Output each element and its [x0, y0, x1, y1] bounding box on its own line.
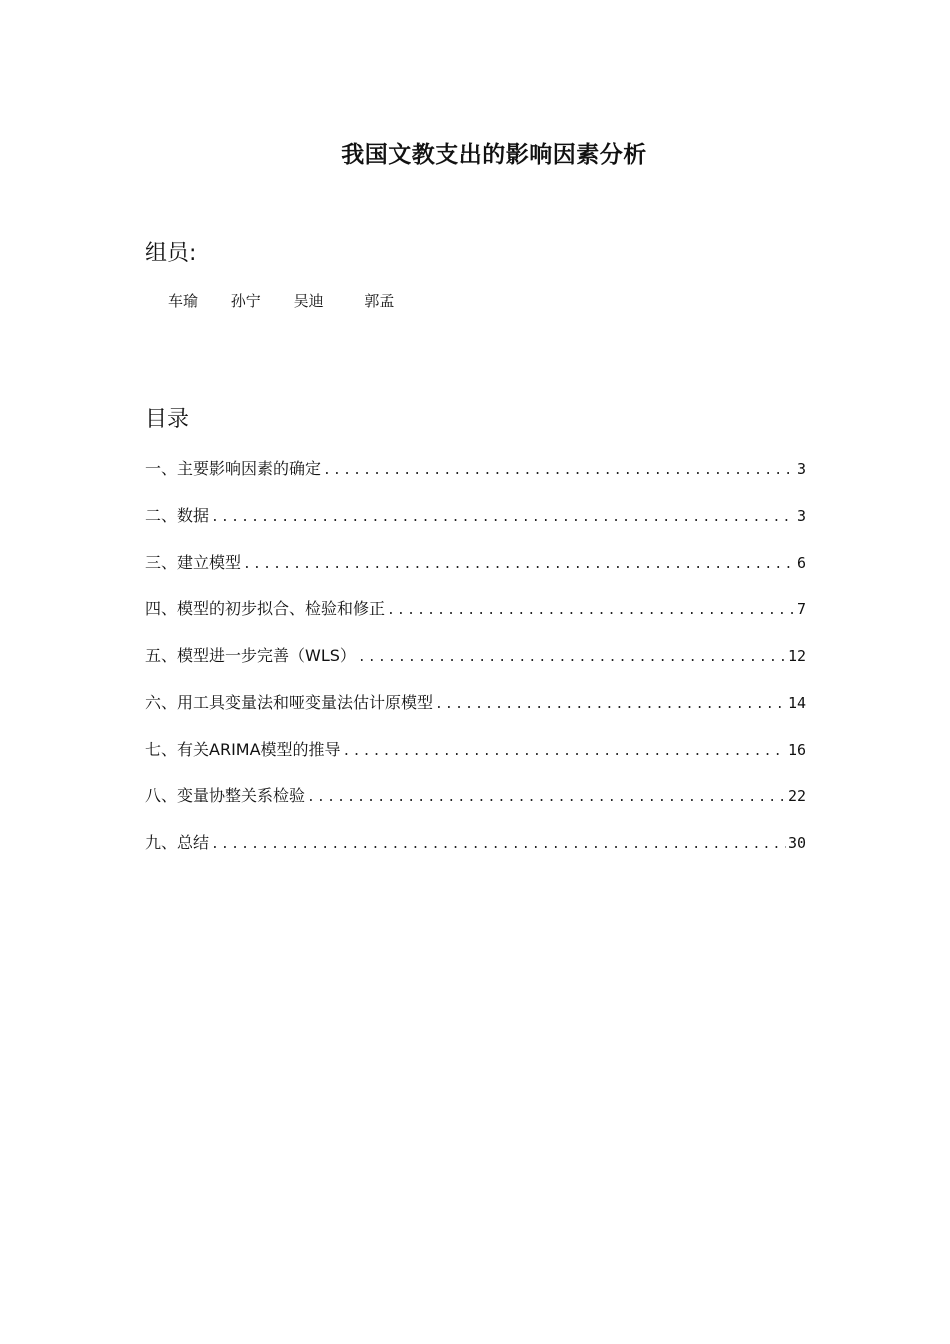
toc-entry-page: 14 — [787, 693, 806, 712]
toc-leader-dots — [343, 744, 786, 759]
toc-entry-page: 3 — [796, 460, 806, 478]
toc-leader-dots — [243, 557, 795, 572]
toc-entry-page: 7 — [796, 600, 806, 619]
toc-entry[interactable] — [145, 456, 806, 503]
toc-heading: 目录 — [145, 407, 190, 432]
toc-entry-label: 九、总结 — [145, 833, 210, 852]
toc-entry[interactable] — [145, 783, 806, 830]
toc-entry[interactable] — [145, 830, 806, 877]
member-name: 郭孟 — [364, 292, 395, 310]
toc-leader-dots — [211, 837, 786, 852]
toc-entry-label: 一、主要影响因素的确定 — [145, 459, 322, 478]
toc-entry-page: 22 — [787, 787, 806, 806]
member-name: 车瑜 — [168, 292, 199, 310]
toc-entry-page: 12 — [787, 647, 806, 665]
toc-entry-page: 30 — [787, 834, 806, 852]
toc-entry-label: 六、用工具变量法和哑变量法估计原模型 — [145, 692, 434, 712]
toc-entry-label: 二、数据 — [145, 505, 210, 525]
toc-entry-page: 16 — [787, 740, 806, 759]
toc-entry-label: 三、建立模型 — [145, 552, 242, 572]
toc-entry[interactable] — [145, 550, 806, 597]
toc-entry-page: 6 — [796, 553, 806, 572]
toc-entry[interactable] — [145, 596, 806, 643]
toc-leader-dots — [435, 697, 786, 712]
toc-leader-dots — [323, 463, 795, 478]
toc-leader-dots — [387, 603, 795, 618]
toc-entry[interactable] — [145, 690, 806, 737]
toc-entry-label: 七、有关ARIMA模型的推导 — [145, 739, 341, 759]
toc-entry[interactable] — [145, 503, 806, 550]
toc-entry-label: 八、变量协整关系检验 — [145, 786, 306, 806]
member-name: 孙宁 — [230, 292, 261, 310]
member-list — [168, 290, 394, 311]
toc-entry[interactable] — [145, 737, 806, 784]
toc-entry-page: 3 — [796, 506, 806, 525]
toc-leader-dots — [307, 790, 786, 805]
toc-leader-dots — [358, 650, 786, 665]
member-name: 吴迪 — [293, 292, 324, 310]
toc-leader-dots — [211, 510, 795, 525]
toc-entry[interactable] — [145, 643, 806, 690]
table-of-contents — [145, 456, 806, 877]
toc-entry-label: 四、模型的初步拟合、检验和修正 — [145, 599, 386, 619]
toc-entry-label: 五、模型进一步完善（WLS） — [145, 646, 356, 665]
document-title: 我国文教支出的影响因素分析 — [341, 142, 647, 168]
members-heading: 组员: — [145, 241, 197, 266]
